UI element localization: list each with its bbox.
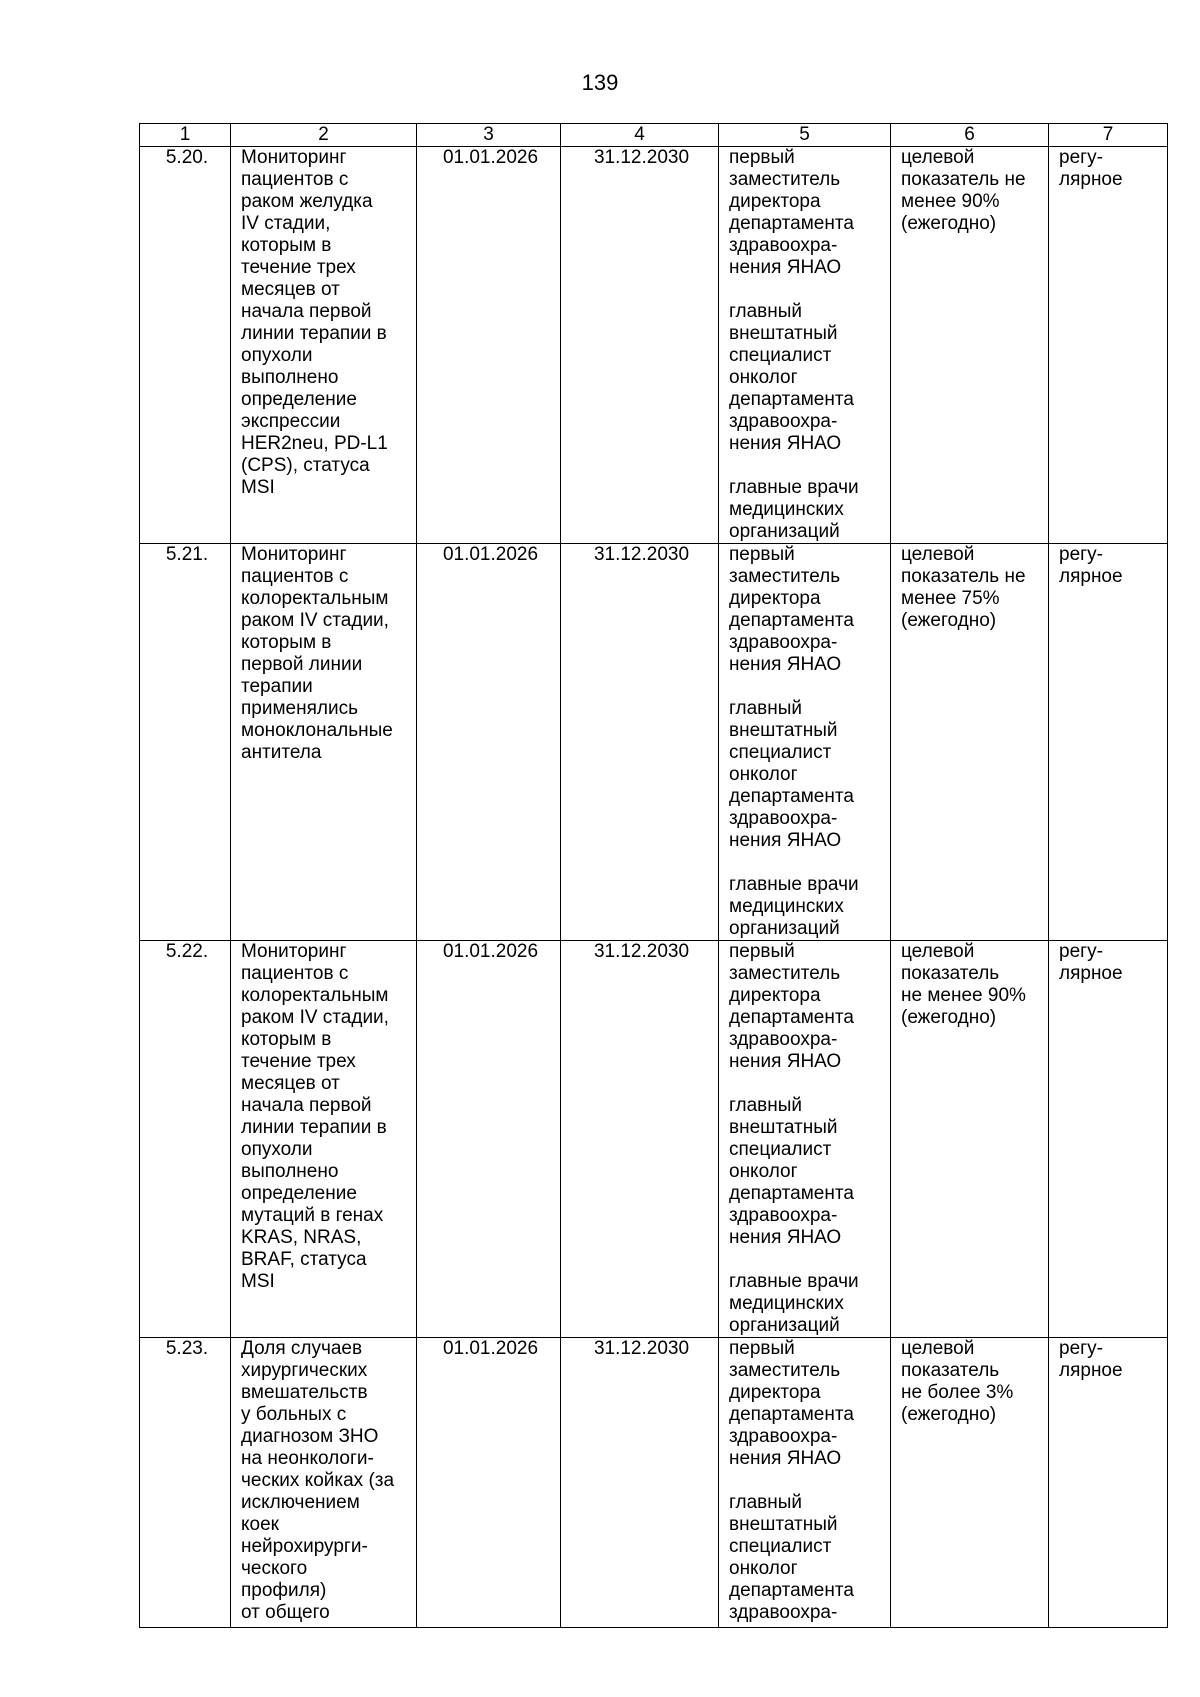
text-line: пациентов с	[241, 169, 349, 190]
text-line: медицинских	[729, 896, 844, 917]
text-line: департамента	[729, 1183, 854, 1204]
text-line: пациентов с	[241, 566, 349, 587]
responsible-group	[729, 941, 884, 1073]
text-line: лярное	[1059, 169, 1123, 190]
text-line: лярное	[1059, 1360, 1123, 1381]
text-line: целевой	[901, 1338, 975, 1359]
text-line: департамента	[729, 213, 854, 234]
text-line: течение трех	[241, 1051, 356, 1072]
text-line: начала первой	[241, 301, 372, 322]
responsible-group	[729, 698, 884, 852]
text-line: показатель не	[901, 566, 1026, 587]
text-line: лярное	[1059, 963, 1123, 984]
text-line: медицинских	[729, 1293, 844, 1314]
kind-cell	[1049, 1338, 1168, 1628]
text-line: здравоохра-	[729, 1029, 838, 1050]
text-line: применялись	[241, 698, 358, 719]
text-line: главные врачи	[729, 874, 859, 895]
text-line: первый	[729, 941, 795, 962]
text-line: нения ЯНАО	[729, 433, 842, 454]
text-line: регу-	[1059, 1338, 1103, 1359]
text-line: департамента	[729, 389, 854, 410]
text-line: заместитель	[729, 963, 841, 984]
measure-name-cell	[231, 1338, 417, 1628]
text-line: директора	[729, 1382, 821, 1403]
text-line: моноклональные	[241, 720, 393, 741]
header-cell: 5	[719, 124, 891, 147]
text-line: первой линии	[241, 654, 363, 675]
text-line: BRAF, статуса	[241, 1249, 367, 1270]
text-line: главные врачи	[729, 477, 859, 498]
text-line: директора	[729, 588, 821, 609]
header-cell: 3	[417, 124, 561, 147]
text-line: главный	[729, 1095, 803, 1116]
indicator-cell	[891, 544, 1049, 941]
text-line: директора	[729, 985, 821, 1006]
text-line: линии терапии в	[241, 323, 387, 344]
text-line: раком IV стадии,	[241, 610, 389, 631]
text-line: линии терапии в	[241, 1117, 387, 1138]
measure-name-cell	[231, 544, 417, 941]
text-line: которым в	[241, 1029, 332, 1050]
text-line: от общего	[241, 1602, 330, 1623]
text-line: целевой	[901, 544, 975, 565]
text-line: ческих койках (за	[241, 1470, 395, 1491]
row-number-cell: 5.21.	[140, 544, 231, 941]
responsible-group	[729, 1271, 884, 1337]
text-line: главный	[729, 698, 803, 719]
indicator-cell	[891, 147, 1049, 544]
header-cell: 2	[231, 124, 417, 147]
text-line: заместитель	[729, 169, 841, 190]
text-line: раком IV стадии,	[241, 1007, 389, 1028]
text-line: исключением	[241, 1492, 360, 1513]
row-number-cell: 5.22.	[140, 941, 231, 1338]
text-line: хирургических	[241, 1360, 368, 1381]
text-line: онколог	[729, 1558, 798, 1579]
text-line: здравоохра-	[729, 1602, 838, 1623]
start-date-cell: 01.01.2026	[417, 544, 561, 941]
text-line: специалист	[729, 742, 832, 763]
text-line: целевой	[901, 147, 975, 168]
text-line: департамента	[729, 610, 854, 631]
responsible-group	[729, 1095, 884, 1249]
text-line: (ежегодно)	[901, 1007, 997, 1028]
text-line: у больных с	[241, 1404, 347, 1425]
responsible-cell	[719, 147, 891, 544]
table-row	[140, 941, 1168, 1338]
header-cell: 4	[561, 124, 719, 147]
text-line: пациентов с	[241, 963, 349, 984]
indicator-cell	[891, 1338, 1049, 1628]
end-date-cell: 31.12.2030	[561, 147, 719, 544]
text-line: ческого	[241, 1558, 308, 1579]
text-line: диагнозом ЗНО	[241, 1426, 379, 1447]
text-line: показатель не	[901, 169, 1026, 190]
responsible-group	[729, 544, 884, 676]
row-number-cell: 5.20.	[140, 147, 231, 544]
text-line: месяцев от	[241, 1073, 340, 1094]
text-line: мутаций в генах	[241, 1205, 384, 1226]
responsible-group	[729, 147, 884, 279]
text-line: коек	[241, 1514, 279, 1535]
start-date-cell: 01.01.2026	[417, 147, 561, 544]
header-cell: 6	[891, 124, 1049, 147]
row-number-cell: 5.23.	[140, 1338, 231, 1628]
text-line: начала первой	[241, 1095, 372, 1116]
text-line: регу-	[1059, 941, 1103, 962]
text-line: (ежегодно)	[901, 610, 997, 631]
text-line: не менее 90%	[901, 985, 1026, 1006]
text-line: внештатный	[729, 1117, 838, 1138]
table-row	[140, 1338, 1168, 1628]
table-row	[140, 544, 1168, 941]
text-line: Мониторинг	[241, 941, 347, 962]
text-line: не более 3%	[901, 1382, 1014, 1403]
responsible-group	[729, 1338, 884, 1470]
indicator-cell	[891, 941, 1049, 1338]
text-line: которым в	[241, 235, 332, 256]
text-line: менее 75%	[901, 588, 1000, 609]
text-line: главный	[729, 1492, 803, 1513]
text-line: колоректальным	[241, 985, 389, 1006]
start-date-cell: 01.01.2026	[417, 941, 561, 1338]
end-date-cell: 31.12.2030	[561, 1338, 719, 1628]
text-line: организаций	[729, 1315, 840, 1336]
text-line: опухоли	[241, 345, 313, 366]
plan-table	[139, 123, 1168, 1628]
text-line: первый	[729, 147, 795, 168]
responsible-cell	[719, 1338, 891, 1628]
text-line: Доля случаев	[241, 1338, 363, 1359]
text-line: первый	[729, 544, 795, 565]
text-line: MSI	[241, 1271, 275, 1292]
text-line: HER2neu, PD-L1	[241, 433, 388, 454]
text-line: выполнено	[241, 367, 339, 388]
text-line: показатель	[901, 963, 1000, 984]
text-line: нения ЯНАО	[729, 1448, 842, 1469]
measure-name-cell	[231, 941, 417, 1338]
end-date-cell: 31.12.2030	[561, 941, 719, 1338]
text-line: целевой	[901, 941, 975, 962]
text-line: нения ЯНАО	[729, 830, 842, 851]
text-line: раком желудка	[241, 191, 373, 212]
text-line: заместитель	[729, 1360, 841, 1381]
text-line: регу-	[1059, 544, 1103, 565]
text-line: организаций	[729, 521, 840, 542]
text-line: департамента	[729, 1404, 854, 1425]
table-body	[140, 147, 1168, 1628]
text-line: экспрессии	[241, 411, 341, 432]
header-row	[140, 124, 1168, 147]
kind-cell	[1049, 941, 1168, 1338]
responsible-group	[729, 477, 884, 543]
measure-name-cell	[231, 147, 417, 544]
responsible-group	[729, 1492, 884, 1624]
text-line: медицинских	[729, 499, 844, 520]
text-line: на неонкологи-	[241, 1448, 374, 1469]
text-line: регу-	[1059, 147, 1103, 168]
text-line: первый	[729, 1338, 795, 1359]
text-line: нения ЯНАО	[729, 1227, 842, 1248]
text-line: здравоохра-	[729, 808, 838, 829]
text-line: течение трех	[241, 257, 356, 278]
text-line: департамента	[729, 1007, 854, 1028]
text-line: нения ЯНАО	[729, 654, 842, 675]
text-line: определение	[241, 1183, 357, 1204]
text-line: KRAS, NRAS,	[241, 1227, 362, 1248]
kind-cell	[1049, 147, 1168, 544]
text-line: здравоохра-	[729, 235, 838, 256]
end-date-cell: 31.12.2030	[561, 544, 719, 941]
text-line: главные врачи	[729, 1271, 859, 1292]
text-line: которым в	[241, 632, 332, 653]
text-line: (ежегодно)	[901, 1404, 997, 1425]
text-line: IV стадии,	[241, 213, 331, 234]
text-line: лярное	[1059, 566, 1123, 587]
text-line: месяцев от	[241, 279, 340, 300]
text-line: заместитель	[729, 566, 841, 587]
kind-cell	[1049, 544, 1168, 941]
header-cell: 1	[140, 124, 231, 147]
text-line: департамента	[729, 1580, 854, 1601]
text-line: менее 90%	[901, 191, 1000, 212]
text-line: директора	[729, 191, 821, 212]
text-line: Мониторинг	[241, 544, 347, 565]
text-line: (ежегодно)	[901, 213, 997, 234]
text-line: здравоохра-	[729, 1426, 838, 1447]
text-line: показатель	[901, 1360, 1000, 1381]
start-date-cell: 01.01.2026	[417, 1338, 561, 1628]
text-line: определение	[241, 389, 357, 410]
text-line: здравоохра-	[729, 411, 838, 432]
table-row	[140, 147, 1168, 544]
text-line: организаций	[729, 918, 840, 939]
text-line: нейрохирурги-	[241, 1536, 368, 1557]
text-line: специалист	[729, 345, 832, 366]
text-line: нения ЯНАО	[729, 257, 842, 278]
text-line: онколог	[729, 764, 798, 785]
text-line: внештатный	[729, 1514, 838, 1535]
page-number: 139	[581, 70, 619, 95]
text-line: здравоохра-	[729, 632, 838, 653]
text-line: здравоохра-	[729, 1205, 838, 1226]
text-line: (CPS), статуса	[241, 455, 370, 476]
header-cell: 7	[1049, 124, 1168, 147]
text-line: колоректальным	[241, 588, 389, 609]
text-line: профиля)	[241, 1580, 327, 1601]
text-line: департамента	[729, 786, 854, 807]
text-line: выполнено	[241, 1161, 339, 1182]
text-line: вмешательств	[241, 1382, 368, 1403]
text-line: внештатный	[729, 323, 838, 344]
text-line: Мониторинг	[241, 147, 347, 168]
text-line: главный	[729, 301, 803, 322]
text-line: внештатный	[729, 720, 838, 741]
text-line: опухоли	[241, 1139, 313, 1160]
responsible-group	[729, 874, 884, 940]
responsible-cell	[719, 544, 891, 941]
text-line: специалист	[729, 1536, 832, 1557]
text-line: терапии	[241, 676, 313, 697]
responsible-group	[729, 301, 884, 455]
text-line: антитела	[241, 742, 322, 763]
text-line: онколог	[729, 367, 798, 388]
responsible-cell	[719, 941, 891, 1338]
text-line: нения ЯНАО	[729, 1051, 842, 1072]
text-line: MSI	[241, 477, 275, 498]
text-line: онколог	[729, 1161, 798, 1182]
text-line: специалист	[729, 1139, 832, 1160]
